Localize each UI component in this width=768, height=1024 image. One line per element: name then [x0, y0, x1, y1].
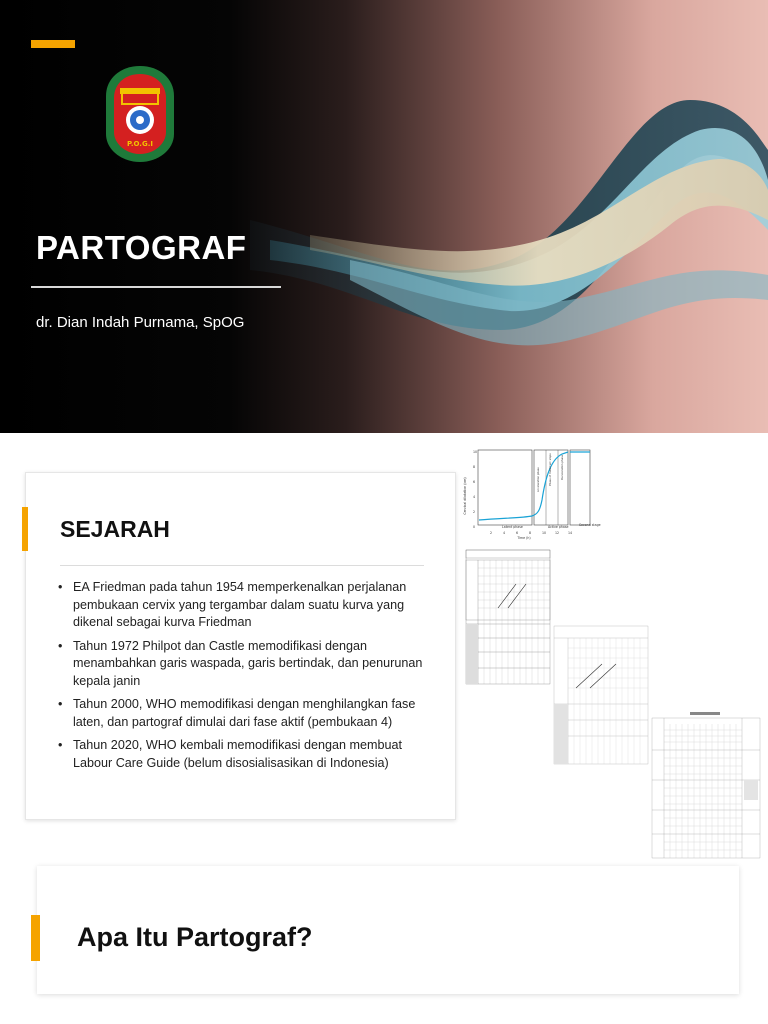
phase-label: Acceleration phase [537, 467, 540, 492]
abstract-wave-graphic [250, 60, 768, 390]
heading-divider [60, 565, 424, 566]
x-tick: 4 [503, 531, 506, 535]
x-tick: 14 [568, 531, 573, 535]
accent-bar [22, 507, 28, 551]
accent-bar [31, 40, 75, 48]
y-tick: 4 [473, 495, 476, 499]
phase-label: Active phase [548, 525, 569, 529]
x-tick: 2 [490, 531, 493, 535]
x-tick: 8 [529, 531, 532, 535]
y-tick: 0 [473, 525, 476, 529]
labour-care-guide-image [650, 710, 762, 860]
phase-label: Phase of maximum slope [549, 453, 552, 486]
y-axis-label: Cervical dilatation (cm) [463, 477, 467, 515]
partograph-form-image [552, 624, 650, 766]
title-divider [31, 286, 281, 288]
x-tick: 12 [555, 531, 560, 535]
friedman-curve-chart [462, 446, 601, 540]
x-axis-label: Time (h) [517, 536, 531, 540]
y-tick: 10 [473, 450, 478, 454]
svg-text:P.O.G.I: P.O.G.I [127, 140, 153, 148]
phase-label: Deceleration phase [561, 454, 564, 480]
section-heading: SEJARAH [60, 516, 170, 542]
author-name: dr. Dian Indah Purnama, SpOG [36, 314, 245, 331]
section-heading: Apa Itu Partograf? [77, 922, 313, 952]
list-item: • Tahun 2000, WHO memodifikasi dengan menghilangkan fase laten, dan partograf dimulai dari fase aktif (pembukaan 4) [58, 696, 430, 731]
title-slide [0, 0, 768, 433]
list-item: • Tahun 1972 Philpot dan Castle memodifikasi dengan menambahkan garis waspada, garis bertindak, dan penurunan kepala janin [58, 638, 430, 691]
partograph-form-image [464, 548, 552, 686]
history-card [25, 472, 456, 820]
presentation-title: PARTOGRAF [36, 229, 247, 266]
pogi-logo [104, 64, 176, 164]
list-item: • Tahun 2020, WHO kembali memodifikasi dengan membuat Labour Care Guide (belum disosialisasikan di Indonesia) [58, 737, 430, 772]
y-tick: 8 [473, 465, 476, 469]
x-tick: 10 [542, 531, 547, 535]
definition-card [37, 866, 739, 994]
accent-bar [31, 915, 40, 961]
x-tick: 6 [516, 531, 519, 535]
list-item: • EA Friedman pada tahun 1954 memperkenalkan perjalanan pembukaan cervix yang tergambar dalam suatu kurva yang dikenal sebagai kurva Friedman [58, 579, 430, 632]
phase-label: Second stage [579, 523, 601, 527]
y-tick: 2 [473, 510, 476, 514]
phase-label: Latent phase [502, 525, 523, 529]
y-tick: 6 [473, 480, 476, 484]
history-list [58, 579, 430, 778]
